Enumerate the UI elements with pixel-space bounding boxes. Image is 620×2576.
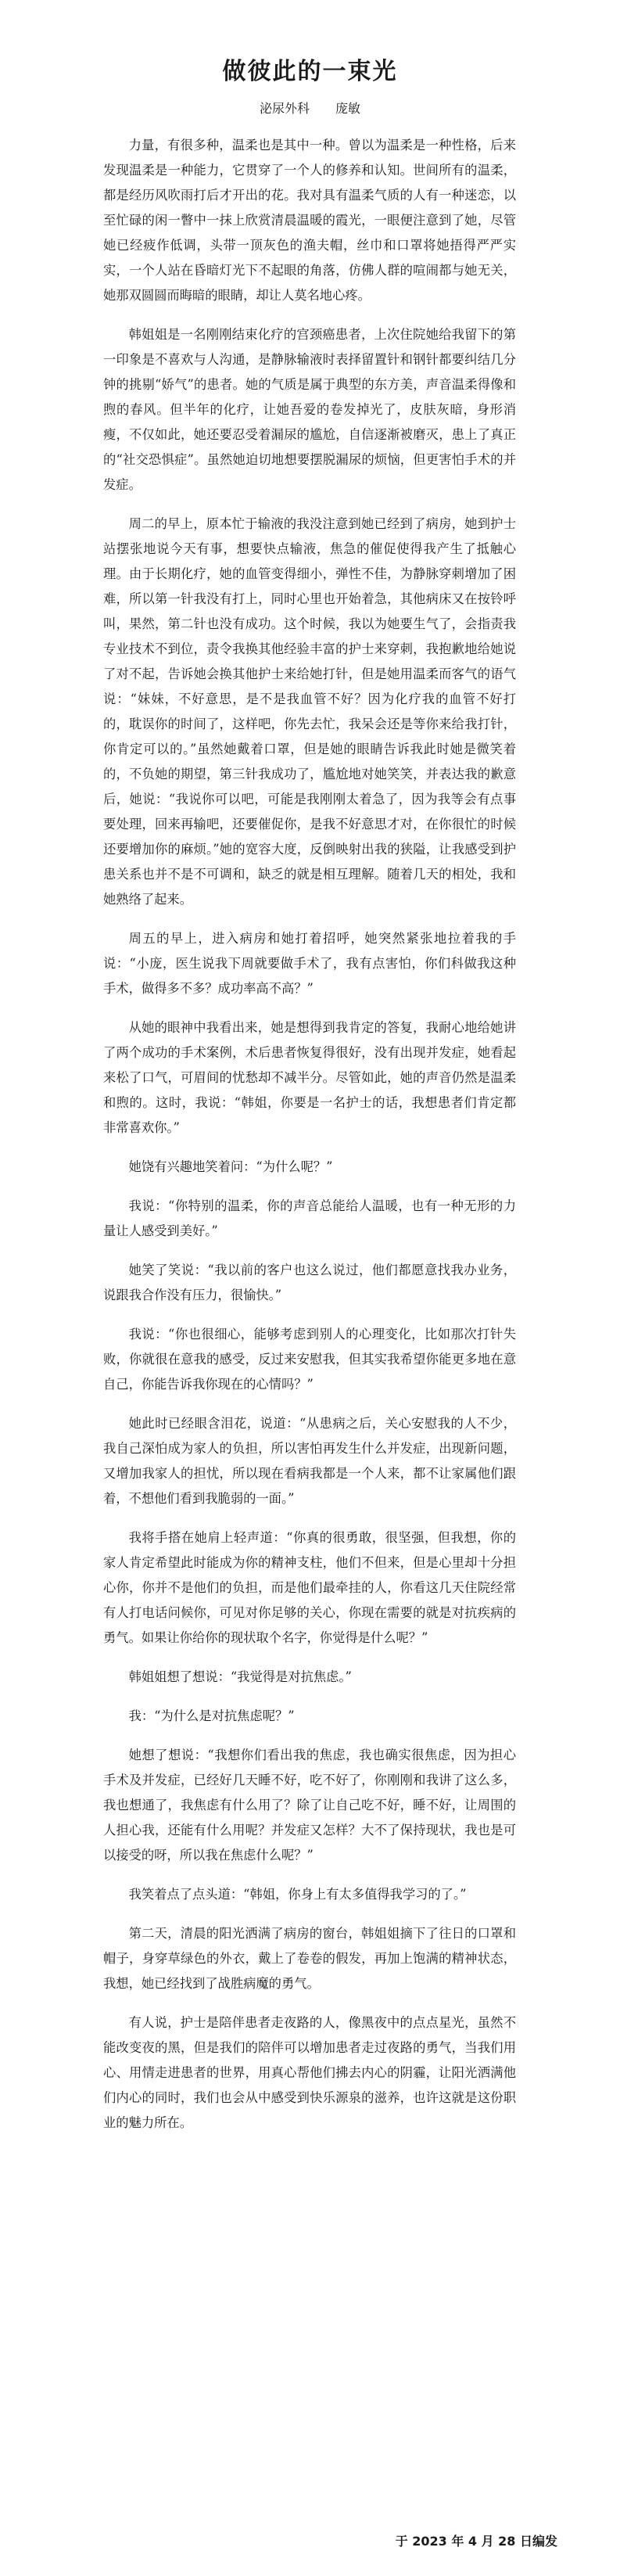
author: 庞敏 <box>335 101 361 116</box>
paragraph: 她饶有兴趣地笑着问：“为什么呢？” <box>128 1159 333 1174</box>
paragraph: 她想了想说：“我想你们看出我的焦虑，我也确实很焦虑，因为担心手术及并发症，已经好几天睡不好，吃不好了，你刚刚和我讲了这么多，我也想通了，我焦虑有什么用了？除了让自己吃不好，睡不好，让周围的人担心我，还能有什么用呢？并发症又怎样？大不了保持现状，我也是可以接受的呀，所以我在焦虑什么呢？” <box>103 1748 516 1863</box>
article-body <box>103 133 516 2150</box>
paragraph: 周五的早上，进入病房和她打着招呼，她突然紧张地拉着我的手说：“小庞，医生说我下周就要做手术了，我有点害怕，你们科做我这种手术，做得多不多？成功率高不高？” <box>103 931 516 996</box>
paragraph: 韩姐姐是一名刚刚结束化疗的宫颈癌患者，上次住院她给我留下的第一印象是不喜欢与人沟通，是静脉输液时表择留置针和钢针都要纠结几分钟的挑剔“娇气”的患者。她的气质是属于典型的东方美，声音温柔得像和煦的春风。但半年的化疗，让她吾爱的卷发掉光了，皮肤灰暗，身形消瘦，不仅如此，她还要忍受着漏尿的尴尬，自信逐渐被磨灭，患上了真正的“社交恐惧症”。虽然她迫切地想要摆脱漏尿的烦恼，但更害怕手术的并发症。 <box>103 327 516 492</box>
paragraph: 我笑着点了点头道：“韩姐，你身上有太多值得我学习的了。” <box>128 1887 467 1902</box>
paragraph: 我说：“你特别的温柔，你的声音总能给人温暖，也有一种无形的力量让人感受到美好。” <box>103 1198 516 1238</box>
department: 泌尿外科 <box>259 101 310 116</box>
paragraph: 第二天，清晨的阳光洒满了病房的窗台，韩姐姐摘下了往日的口罩和帽子，身穿草绿色的外衣，戴上了卷卷的假发，再加上饱满的精神状态，我想，她已经找到了战胜病魔的勇气。 <box>103 1926 516 1991</box>
publish-date: 于 2023 年 4 月 28 日编发 <box>395 2534 557 2549</box>
paragraph: 力量，有很多种，温柔也是其中一种。曾以为温柔是一种性格，后来发现温柔是一种能力，它贯穿了一个人的修养和认知。世间所有的温柔，都是经历风吹雨打后才开出的花。我对具有温柔气质的人有一种迷恋，以至忙碌的闲一瞥中一抹上欣赏清晨温暖的霞光，一眼便注意到了她，尽管她已经疲作低调，头带一顶灰色的渔夫帽，丝巾和口罩将她捂得严严实实，一个人站在昏暗灯光下不起眼的角落，仿佛人群的喧闹都与她无关，她那双圆圆而晦暗的眼睛，却让人莫名地心疼。 <box>103 138 516 303</box>
paragraph: 韩姐姐想了想说：“我觉得是对抗焦虑。” <box>128 1669 352 1684</box>
byline <box>0 99 620 117</box>
paragraph: 我将手搭在她肩上轻声道：“你真的很勇敢，很坚强，但我想，你的家人肯定希望此时能成为你的精神支柱，他们不但来，但是心里却十分担心你，你并不是他们的负担，而是他们最牵挂的人，你看这几天住院经常有人打电话问候你，可见对你足够的关心，你现在需要的就是对抗疾病的勇气。如果让你给你的现状取个名字，你觉得是什么呢？” <box>103 1530 516 1645</box>
paragraph: 她笑了笑说：“我以前的客户也这么说过，他们都愿意找我办业务，说跟我合作没有压力，很愉快。” <box>103 1263 516 1302</box>
page-title: 做彼此的一束光 <box>222 58 398 85</box>
paragraph: 我说：“你也很细心，能够考虑到别人的心理变化，比如那次打针失败，你就很在意我的感受，反过来安慰我，但其实我希望你能更多地在意自己，你能告诉我你现在的心情吗？” <box>103 1327 516 1392</box>
paragraph: 有人说，护士是陪伴患者走夜路的人，像黑夜中的点点星光，虽然不能改变夜的黑，但是我们的陪伴可以增加患者走过夜路的勇气，当我们用心、用情走进患者的世界，用真心帮他们拂去内心的阴霾，让阳光洒满他们内心的同时，我们也会从中感受到快乐源泉的滋养，也许这就是这份职业的魅力所在。 <box>103 2015 516 2130</box>
paragraph: 她此时已经眼含泪花，说道：“从患病之后，关心安慰我的人不少，我自己深怕成为家人的负担，所以害怕再发生什么并发症，出现新问题，又增加我家人的担忧，所以现在看病我都是一个人来，都不让家属他们跟着，不想他们看到我脆弱的一面。” <box>103 1416 516 1506</box>
paragraph: 从她的眼神中我看出来，她是想得到我肯定的答复，我耐心地给她讲了两个成功的手术案例，术后患者恢复得很好，没有出现并发症，她看起来松了口气，可眉间的忧愁却不减半分。尽管如此，她的声音仍然是温柔和煦的。这时，我说：“韩姐，你要是一名护士的话，我想患者们肯定都非常喜欢你。” <box>103 1020 516 1135</box>
paragraph: 周二的早上，原本忙于输液的我没注意到她已经到了病房，她到护士站摆张地说今天有事，想要快点输液，焦急的催促使得我产生了抵触心理。由于长期化疗，她的血管变得细小，弹性不佳，为静脉穿刺增加了困难，所以第一针我没有打上，同时心里也开始着急，其他病床又在按铃呼叫，果然，第二针也没有成功。这个时候，我以为她要生气了，会指责我专业技术不到位，责令我换其他经验丰富的护士来穿刺，我抱歉地给她说了对不起，告诉她会换其他护士来给她打针，但是她用温柔而客气的语气说：“妹妹，不好意思，是不是我血管不好？因为化疗我的血管不好打的，耽误你的时间了，这样吧，你先去忙，我呆会还是等你来给我打针，你肯定可以的。”虽然她戴着口罩，但是她的眼睛告诉我此时她是微笑着的，不负她的期望，第三针我成功了，尴尬地对她笑笑，并表达我的歉意后，她说：“我说你可以吧，可能是我刚刚太着急了，因为我等会有点事要处理，回来再输吧，还要催促你，是我不好意思才对，在你很忙的时候还要增加你的麻烦。”她的宽容大度，反倒映射出我的狭隘，让我感受到护患关系也并不是不可调和，缺乏的就是相互理解。随着几天的相处，我和她熟络了起来。 <box>103 516 516 907</box>
paragraph: 我：“为什么是对抗焦虑呢？” <box>128 1708 295 1723</box>
